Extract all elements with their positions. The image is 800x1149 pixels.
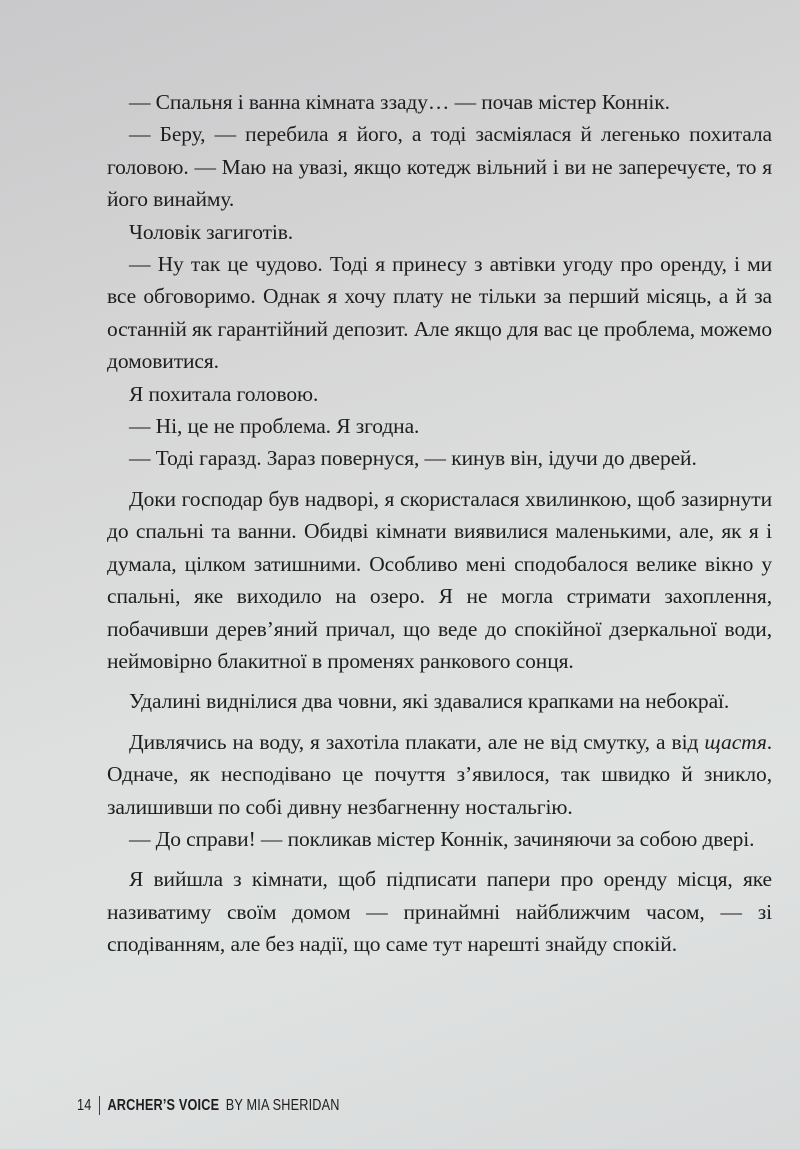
paragraph: — Тоді гаразд. Зараз повернуся, — кинув він, ідучи до дверей. [129,446,697,471]
paragraph-text: . Одначе, як несподівано це почуття з’явилося, так швидко й зникло, залишивши по собі дивну незбагненну ностальгію. [107,729,772,819]
footer-divider [99,1096,100,1115]
paragraph: Доки господар був надворі, я скористалася хвилинкою, щоб зазирнути до спальні та ванни. Обидві кімнати виявилися маленькими, але, як я і думала, цілком затишними. Особливо мені сподобалося велике вікно у спальні, яке виходило на озеро. Я не могла стримати захоплення, побачивши дерев’яний причал, що веде до спокійної дзеркальної води, неймовірно блакитної в променях ранкового сонця. [107,486,772,673]
paragraph: — Спальня і ванна кімната ззаду… — почав містер Коннік. [129,90,670,114]
paragraph: — Ну так це чудово. Тоді я принесу з автівки угоду про оренду, і ми все обговоримо. Однак я хочу плату не тільки за перший місяць, а й за останній як гарантійний депозит. Але якщо для вас це проблема, можемо домовитися. [107,252,772,374]
paragraph: — До справи! — покликав містер Коннік, зачиняючи за собою двері. [129,826,755,851]
paragraph: — Ні, це не проблема. Я згодна. [129,414,420,439]
paragraph: — Беру, — перебила я його, а тоді засміялася й легенько похитала головою. — Маю на увазі, якщо котедж вільний і ви не заперечуєте, то я його винайму. [107,122,772,212]
paragraph: Я похитала головою. [129,381,319,406]
page-number: 14 [77,1096,92,1114]
running-footer [77,1096,340,1115]
book-author: BY MIA SHERIDAN [225,1096,340,1114]
body-text [107,86,772,961]
paragraph: Удалині виднілися два човни, які здавалися крапками на небокраї. [129,689,730,714]
paragraph: Я вийшла з кімнати, щоб підписати папери про оренду місця, яке називатиму своїм домом — принаймні найближчим часом, — зі сподіванням, але без надії, що саме тут нарешті знайду спокій. [107,867,772,957]
paragraph: Чоловік загиготів. [129,219,294,244]
emphasized-word: щастя [704,729,767,754]
paragraph-text: Дивлячись на воду, я захотіла плакати, але не від смутку, а від [129,729,705,754]
paragraph [107,726,772,823]
book-title: ARCHER’S VOICE [107,1096,220,1114]
